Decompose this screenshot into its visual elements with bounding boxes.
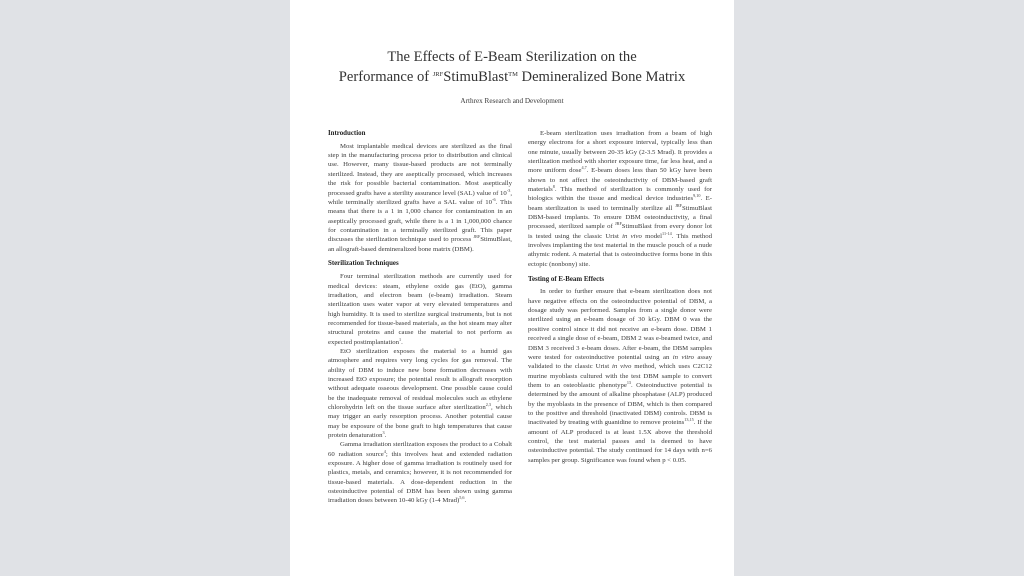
text-run: E-beam sterilization uses irradiation from a beam of high energy electrons for a short exposure interval, typically less than one minute, usually between 20-35 kGy (2-3.5 Mrad). It provides a sterilization method with shorter exposure time, far less heat, and a more uniform dose [528, 130, 712, 175]
superscript-citation: 2,3 [485, 402, 491, 408]
title-line-1: The Effects of E-Beam Sterilization on the [387, 49, 637, 65]
superscript-citation: -3 [506, 187, 511, 193]
text-run: , while terminally sterilized grafts have a SAL value of 10 [328, 189, 512, 206]
paragraph [328, 272, 512, 347]
text-run: . This method involves implanting the test material in the muscle pouch of a nude athymic rodent. A material that is osteoinductive forms bone in this ectopic (nonbony) site. [528, 232, 712, 268]
paragraph [328, 142, 512, 254]
paragraph [328, 440, 512, 505]
text-run: Most implantable medical devices are sterilized as the final step in the manufacturing process prior to distribution and clinical use. However, many tissue-based products are not terminally sterilized. Instead, they are aseptically processed, which increases the risk for possible bacterial contamination. Most aseptically processed grafts have a sterility assurance level (SAL) value of 10 [328, 142, 512, 197]
section-heading: Sterilization Techniques [328, 260, 399, 268]
section [528, 129, 712, 269]
superscript-citation: 5,6 [459, 495, 465, 501]
section-heading: Testing of E-Beam Effects [528, 275, 605, 283]
text-run: assay validated to the classic Urist [528, 353, 713, 371]
title-text: Demineralized Bone Matrix [517, 69, 686, 85]
right-column [528, 129, 712, 470]
superscript-citation: 1 [399, 336, 402, 342]
text-run: StimuBlast, an allograft-based demineralized bone matrix (DBM). [328, 236, 512, 253]
text-run: method, which uses C2C12 murine myoblasts cultured with the test DBM sample to convert them to an osteoblastic phenotype [528, 363, 713, 389]
italic-text: in vivo [622, 232, 642, 240]
text-run: . E-beam doses less than 50 kGy have been shown to not affect the osteoinductivity of DBM-based graft materials [528, 167, 713, 194]
paragraph [528, 287, 712, 465]
superscript-citation: JRF [615, 221, 622, 227]
document-page [290, 0, 734, 576]
text-run: model [641, 232, 663, 240]
text-run: . E-beam sterilization is used to terminally sterilize all [528, 195, 712, 212]
superscript-citation: JRF [473, 234, 481, 240]
superscript-citation: 8 [552, 184, 555, 190]
text-run: In order to further ensure that e-beam sterilization does not have negative effects on the osteoinductive potential of DBM, a dosage study was performed. Samples from a single donor were sterilized using an e-beam dosage of 30 kGy. DBM 0 was the positive control since it did not receive an e-beam dose. DBM 1 received a single dose of e-beam, DBM 2 was e-beamed twice, and DBM 3 received 3 e-beam doses. After e-beam, the DBM samples were tested for osteoinductive potential using an [528, 288, 712, 361]
title-line-2 [290, 66, 734, 86]
section [328, 129, 512, 254]
superscript-citation: 11-14 [662, 230, 672, 236]
section [328, 259, 512, 505]
text-run: . [384, 432, 387, 440]
text-run: . [401, 338, 403, 346]
left-column [328, 129, 512, 511]
title-sup: JRF [432, 71, 444, 78]
superscript-citation: JRF [675, 202, 682, 208]
title-text: Performance of [338, 69, 433, 85]
superscript-citation: 13 [626, 379, 632, 385]
title-sup: TM [508, 71, 518, 78]
text-run: StimuBlast from every donor lot is tested using the classic Urist [528, 223, 712, 240]
italic-text: in vitro [672, 353, 694, 361]
text-run: Gamma irradiation sterilization exposes the product to a Cobalt 60 radiation source [328, 441, 512, 458]
italic-text: in vivo [612, 363, 632, 371]
superscript-citation: 9,10 [693, 193, 701, 199]
text-run: , which may trigger an early resorption process. Another potential cause may be exposure of the bone graft to high temperatures that cause protein denaturation [328, 404, 512, 440]
section [528, 275, 712, 465]
text-run: . This means that there is a 1 in 1,000 chance for contamination in an aseptically processed graft, while there is a 1 in 1,000,000 chance for contamination in a terminally sterilized graft. This paper discusses the sterilization technique used to process [328, 198, 512, 244]
text-run: . [464, 497, 467, 505]
text-run: StimuBlast DBM-based implants. To ensure DBM osteoinductivity, a final processed, sterilized sample of [528, 204, 712, 231]
paragraph [328, 347, 512, 440]
text-run: Four terminal sterilization methods are currently used for medical devices: steam, ethylene oxide gas (EtO), gamma irradiation, and electron beam (e-beam) irradiation. Steam sterilization uses water vapor at very elevated temperatures and high humidity. It is used to sterilize surgical instruments, but is not recommended for tissue-based materials, as the hot steam may alter structural proteins and cause the material to not perform as expected postimplantation [328, 273, 512, 346]
superscript-citation: -6 [492, 196, 496, 202]
superscript-citation: 4,7 [581, 165, 587, 171]
text-run: EtO sterilization exposes the material to a humid gas atmosphere and requires very long cycles for gas removal. The ability of DBM to induce new bone formation decreases with increased EtO exposure; the potential result is allograft resorption without adequate osseous development. One possible cause could be the inadequate removal of residual molecules such as ethylene chlorohydrin left on the tissue surface after sterilization [328, 347, 512, 412]
paragraph [528, 129, 712, 269]
text-run: . This method of sterilization is commonly used for biologics within the tissue and medical device industries [528, 186, 712, 203]
superscript-citation: 4 [383, 448, 386, 454]
author-line: Arthrex Research and Development [460, 97, 564, 105]
superscript-citation: 13,15 [684, 417, 694, 423]
text-run: ; this involves heat and extended radiation exposure. A higher dose of gamma irradiation is routinely used for plastics, metals, and ceramics; however, it is not recommended for tissue-based materials. A dose-dependent reduction in the osteoinductive potential of DBM has been shown using gamma irradiation doses between 10-40 kGy (1-4 Mrad) [328, 450, 512, 505]
superscript-citation: 3 [382, 430, 385, 436]
title-text: StimuBlast [443, 69, 509, 85]
text-run: . If the amount of ALP produced is at least 1.5X above the threshold control, the test material passes and is deemed to have osteoinductive potential. The study continued for 14 days with n=6 samples per group. Significance was found when p < 0.05. [528, 419, 712, 464]
section-heading: Introduction [328, 130, 366, 137]
text-run: . Osteoinductive potential is determined by the amount of alkaline phosphatase (ALP) produced by the myoblasts in the presence of DBM, which is then compared to the positive and threshold (inactivated DBM) controls. DBM is inactivated by treating with guanidine to remove proteins [528, 381, 712, 427]
